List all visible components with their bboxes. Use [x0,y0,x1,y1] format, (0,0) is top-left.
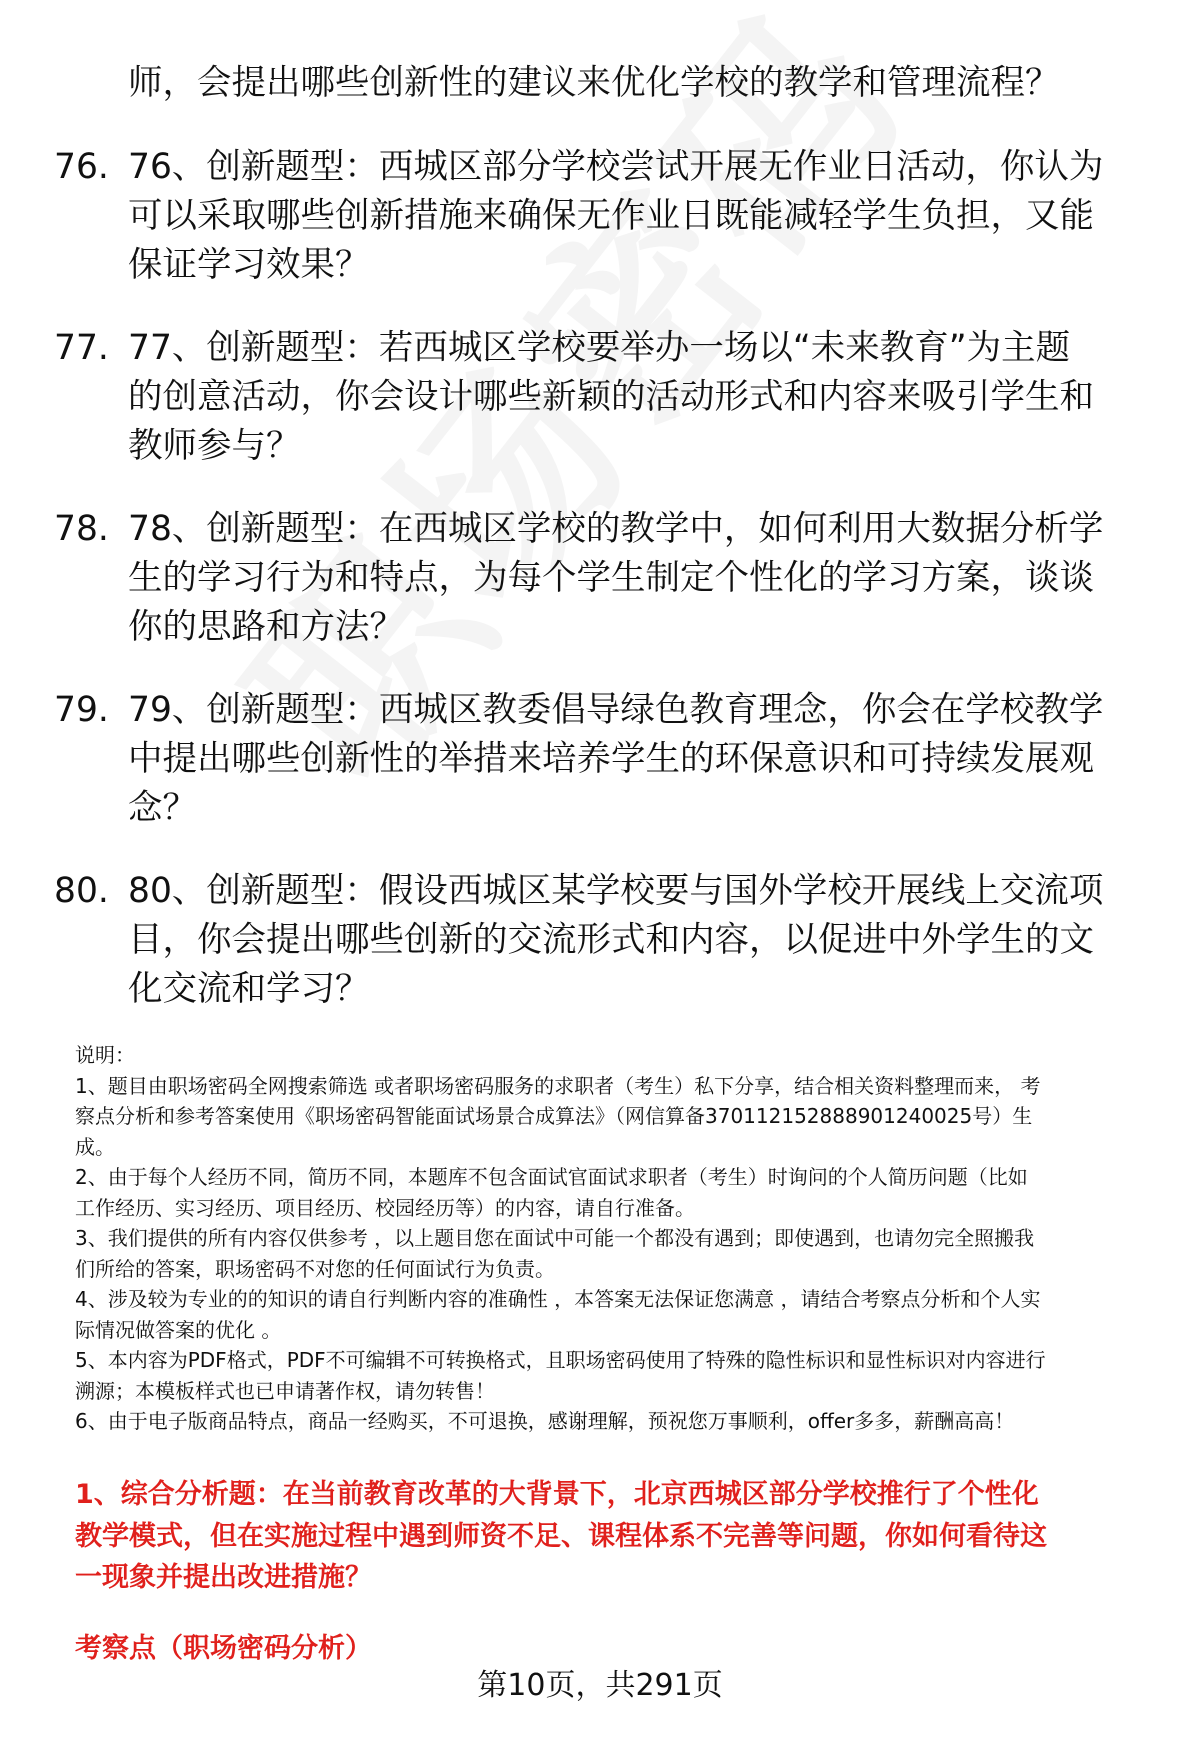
question-line: 78、创新题型：在西城区学校的教学中，如何利用大数据分析学 [128,509,1104,549]
question-text [128,143,1148,290]
question-line: 保证学习效果？ [128,245,370,285]
note-line: 1、题目由职场密码全网搜索筛选 或者职场密码服务的求职者（考生）私下分享，结合相关资料整理而来， 考 [75,1073,1041,1098]
note-line: 2、由于每个人经历不同，简历不同，本题库不包含面试官面试求职者（考生）时询问的个人简历问题（比如 [75,1165,1028,1189]
question-75-tail: 师，会提出哪些创新性的建议来优化学校的教学和管理流程？ [128,63,1060,103]
question-text [128,324,1148,471]
question-line: 目，你会提出哪些创新的交流形式和内容，以促进中外学生的文 [128,920,1094,960]
note-line: 3、我们提供的所有内容仅供参考 ，以上题目您在面试中可能一个都没有遇到；即使遇到，也请勿完全照搬我 [75,1226,1035,1250]
question-number: 79. [54,690,109,730]
question-line: 中提出哪些创新性的举措来培养学生的环保意识和可持续发展观 [128,739,1094,779]
question-line: 念？ [128,788,197,828]
question-line: 80、创新题型：假设西城区某学校要与国外学校开展线上交流项 [128,871,1104,911]
analysis-line: 一现象并提出改进措施？ [75,1562,372,1593]
note-line: 5、本内容为PDF格式，PDF不可编辑不可转换格式，且职场密码使用了特殊的隐性标识和显性标识对内容进行 [75,1348,1046,1372]
question-line: 生的学习行为和特点，为每个学生制定个性化的学习方案，谈谈 [128,558,1094,598]
question-line: 77、创新题型：若西城区学校要举办一场以“未来教育”为主题 [128,328,1071,368]
note-line: 4、涉及较为专业的的知识的请自行判断内容的准确性 ，本答案无法保证您满意 ，请结合考察点分析和个人实 [75,1287,1041,1311]
note-line: 成。 [75,1134,115,1159]
question-line: 可以采取哪些创新措施来确保无作业日既能减轻学生负担，又能 [128,196,1094,236]
disclaimer-notes [75,1040,1165,1437]
note-line: 溯源；本模板样式也已申请著作权，请勿转售！ [75,1378,495,1403]
question-number: 80. [54,871,109,911]
question-number: 78. [54,509,109,549]
question-number: 76. [54,147,109,187]
page-footer: 第10页，共291页 [477,1668,723,1703]
question-number: 77. [54,328,109,368]
notes-heading: 说明： [75,1043,135,1067]
note-line: 际情况做答案的优化 。 [75,1317,282,1342]
question-line: 79、创新题型：西城区教委倡导绿色教育理念，你会在学校教学 [128,690,1104,730]
question-line: 教师参与？ [128,426,301,466]
question-line: 的创意活动，你会设计哪些新颖的活动形式和内容来吸引学生和 [128,377,1094,417]
note-line: 察点分析和参考答案使用《职场密码智能面试场景合成算法》（网信算备370112152888901240025号）生 [75,1104,1033,1128]
note-line: 工作经历、实习经历、项目经历、校园经历等）的内容，请自行准备。 [75,1195,695,1220]
note-line: 6、由于电子版商品特点，商品一经购买，不可退换，感谢理解，预祝您万事顺利，offer多多，薪酬高高！ [75,1409,1015,1433]
analysis-heading: 考察点（职场密码分析） [75,1633,372,1664]
question-text [128,686,1148,833]
analysis-question [75,1474,1165,1599]
question-text [128,867,1148,1014]
question-line: 化交流和学习？ [128,969,370,1009]
question-line: 76、创新题型：西城区部分学校尝试开展无作业日活动，你认为 [128,147,1104,187]
note-line: 们所给的答案，职场密码不对您的任何面试行为负责。 [75,1256,555,1281]
question-text [128,505,1148,652]
question-line: 你的思路和方法？ [128,607,404,647]
analysis-line: 教学模式，但在实施过程中遇到师资不足、课程体系不完善等问题，你如何看待这 [75,1520,1047,1552]
analysis-line: 1、综合分析题：在当前教育改革的大背景下，北京西城区部分学校推行了个性化 [75,1479,1039,1510]
